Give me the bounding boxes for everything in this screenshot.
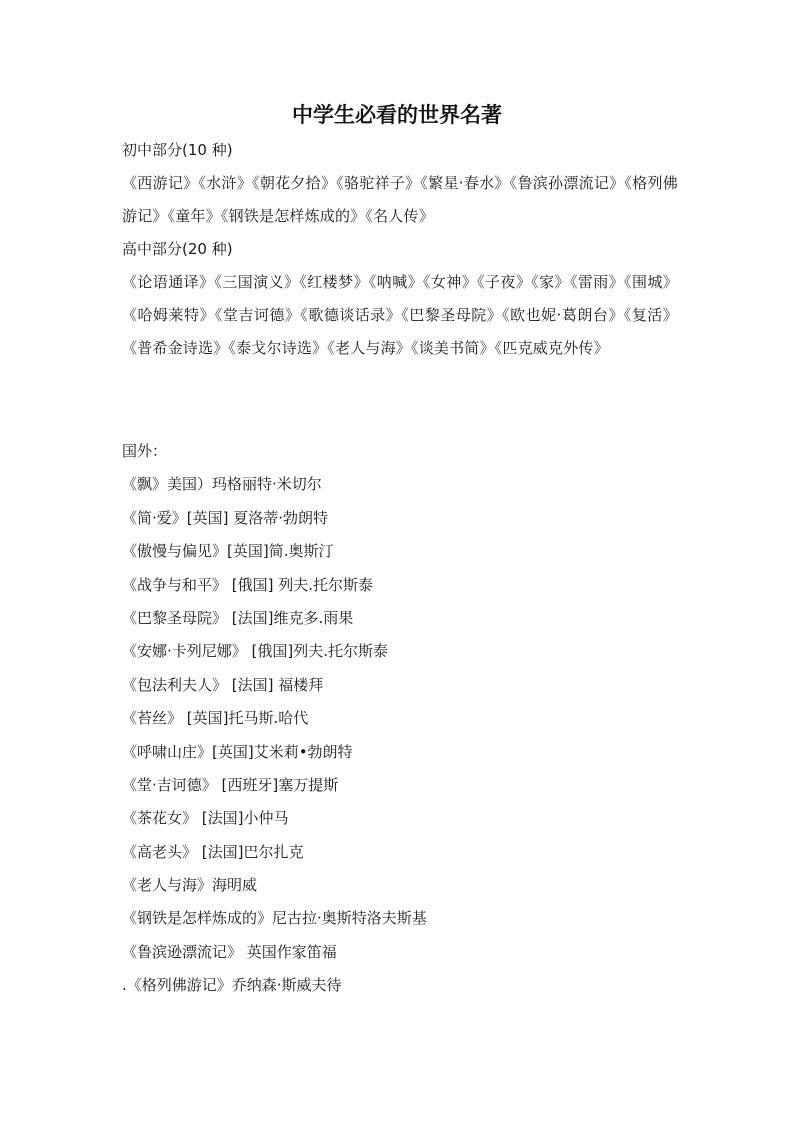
foreign-item: 《战争与和平》 [俄国] 列夫.托尔斯泰 bbox=[122, 575, 374, 594]
junior-heading: 初中部分(10 种) bbox=[122, 141, 233, 159]
junior-book-list: 《西游记》《水浒》《朝花夕拾》《骆驼祥子》《繁星·春水》《鲁滨孙漂流记》《格列佛游记》《童年》《钢铁是怎样炼成的》《名人传》 bbox=[122, 174, 678, 225]
senior-book-list: 《论语通译》《三国演义》《红楼梦》《呐喊》《女神》《子夜》《家》《雷雨》《围城》《哈姆莱特》《堂吉诃德》《歌德谈话录》《巴黎圣母院》《欧也妮·葛朗台》《复活》《普希金诗选》《泰戈尔诗选》《老人与海》《谈美书简》《匹克威克外传》 bbox=[122, 273, 678, 357]
foreign-item: 《傲慢与偏见》[英国]简.奥斯汀 bbox=[122, 542, 334, 561]
foreign-item: 《简·爱》[英国] 夏洛蒂·勃朗特 bbox=[122, 508, 329, 527]
foreign-item: 《飘》美国）玛格丽特·米切尔 bbox=[122, 475, 322, 494]
junior-section bbox=[122, 134, 678, 233]
senior-section bbox=[122, 233, 678, 365]
senior-heading: 高中部分(20 种) bbox=[122, 240, 233, 258]
foreign-item: 《呼啸山庄》[英国]艾米莉•勃朗特 bbox=[122, 742, 353, 761]
foreign-item: 《钢铁是怎样炼成的》尼古拉·奥斯特洛夫斯基 bbox=[122, 909, 427, 928]
foreign-item: 《安娜·卡列尼娜》 [俄国]列夫.托尔斯泰 bbox=[122, 642, 389, 661]
foreign-item: 《堂·吉诃德》 [西班牙]塞万提斯 bbox=[122, 775, 339, 794]
foreign-item: 《苔丝》 [英国]托马斯.哈代 bbox=[122, 709, 309, 728]
foreign-heading: 国外： bbox=[122, 442, 168, 460]
foreign-item: 《鲁滨逊漂流记》 英国作家笛福 bbox=[122, 942, 337, 961]
foreign-item: .《格列佛游记》乔纳森·斯威夫待 bbox=[122, 976, 342, 995]
foreign-item: 《巴黎圣母院》 [法国]维克多.雨果 bbox=[122, 608, 354, 627]
foreign-item: 《高老头》 [法国]巴尔扎克 bbox=[122, 842, 304, 861]
foreign-section bbox=[122, 435, 682, 1003]
foreign-item: 《老人与海》海明威 bbox=[122, 876, 258, 895]
foreign-item: 《包法利夫人》 [法国] 福楼拜 bbox=[122, 675, 324, 694]
page-title: 中学生必看的世界名著 bbox=[292, 102, 502, 127]
foreign-item: 《茶花女》 [法国]小仲马 bbox=[122, 809, 289, 828]
